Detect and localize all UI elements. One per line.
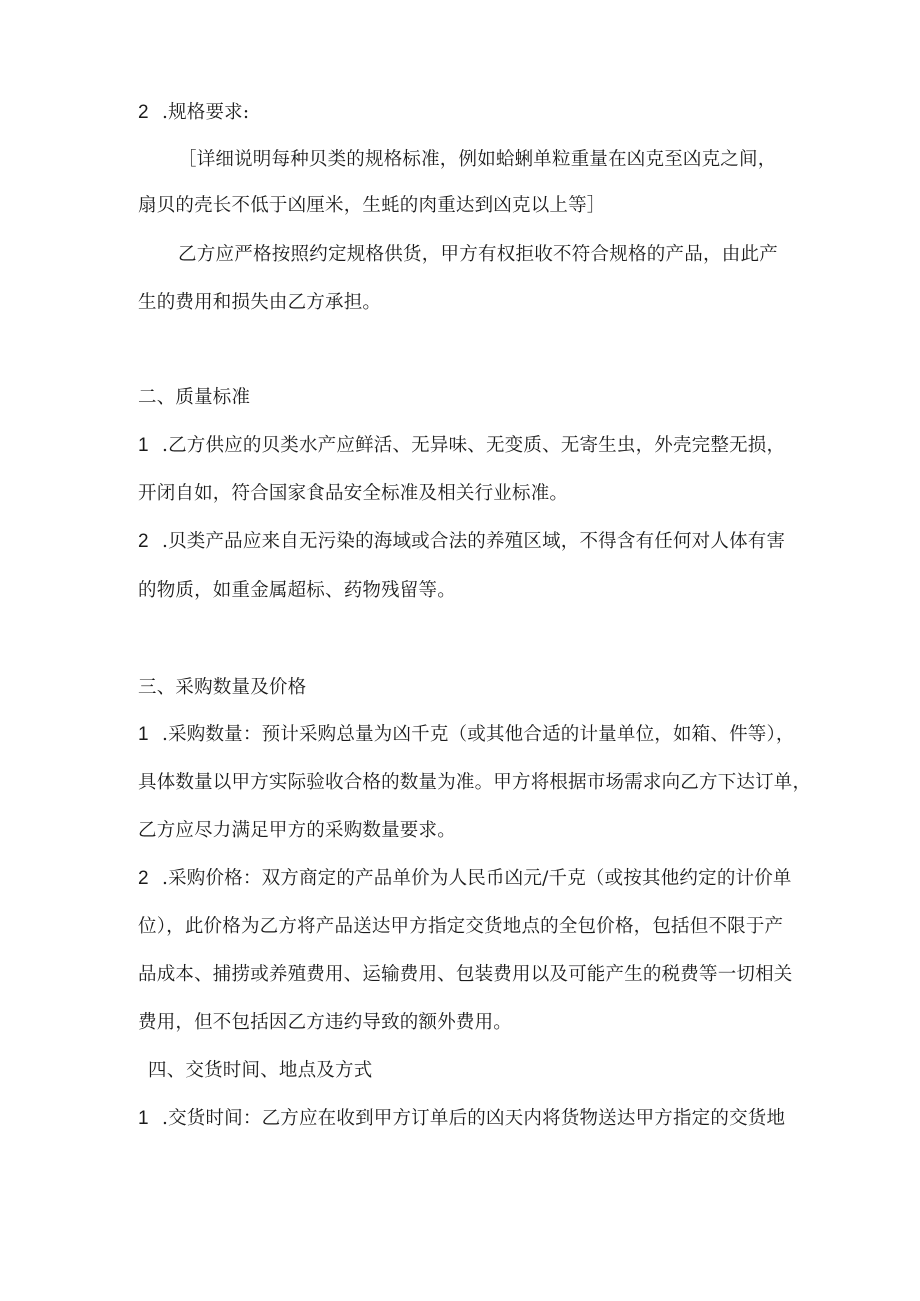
price-item-2-cont: 品成本、捕捞或养殖费用、运输费用、包装费用以及可能产生的税费等一切相关 [138, 964, 793, 985]
section-heading-quality: 二、质量标准 [138, 387, 251, 408]
quality-item-1-cont: 开闭自如，符合国家食品安全标准及相关行业标准。 [138, 483, 569, 504]
item-number: 2 [138, 102, 149, 123]
item-number: 2 [138, 868, 149, 889]
item-text: .乙方供应的贝类水产应鲜活、无异味、无变质、无寄生虫，外壳完整无损， [162, 435, 786, 456]
quality-item-1 [138, 432, 786, 460]
delivery-item-1 [138, 1105, 786, 1133]
spec-requirements-title [138, 99, 788, 127]
item-text: .交货时间：乙方应在收到甲方订单后的凶天内将货物送达甲方指定的交货地 [162, 1108, 786, 1129]
price-item-2 [138, 865, 792, 893]
spec-paragraph-line: 乙方应严格按照约定规格供货，甲方有权拒收不符合规格的产品，由此产 [178, 244, 778, 265]
quantity-item-1-cont: 具体数量以甲方实际验收合格的数量为准。甲方将根据市场需求向乙方下达订单， [138, 772, 812, 793]
quantity-item-1 [138, 721, 795, 749]
quality-item-2 [138, 528, 786, 556]
item-text: .贝类产品应来自无污染的海域或合法的养殖区域，不得含有任何对人体有害 [162, 531, 786, 552]
item-text: .采购价格：双方商定的产品单价为人民币凶元/千克（或按其他约定的计价单 [162, 868, 792, 889]
item-number: 2 [138, 531, 149, 552]
section-heading-quantity-price: 三、采购数量及价格 [138, 677, 307, 698]
item-text: .采购数量：预计采购总量为凶千克（或其他合适的计量单位，如箱、件等）， [162, 724, 795, 745]
item-text: .规格要求: [162, 102, 250, 123]
section-heading-delivery: 四、交货时间、地点及方式 [148, 1060, 373, 1081]
spec-placeholder-line: 扇贝的壳长不低于凶厘米，生蚝的肉重达到凶克以上等］ [138, 195, 606, 216]
price-item-2-cont: 费用，但不包括因乙方违约导致的额外费用。 [138, 1012, 513, 1033]
spec-placeholder-line: ［详细说明每种贝类的规格标准，例如蛤蜊单粒重量在凶克至凶克之间， [178, 149, 777, 170]
quantity-item-1-cont: 乙方应尽力满足甲方的采购数量要求。 [138, 820, 456, 841]
item-number: 1 [138, 724, 149, 745]
item-number: 1 [138, 435, 149, 456]
quality-item-2-cont: 的物质，如重金属超标、药物残留等。 [138, 580, 456, 601]
price-item-2-cont: 位），此价格为乙方将产品送达甲方指定交货地点的全包价格，包括但不限于产 [138, 916, 784, 937]
spec-paragraph-line: 生的费用和损失由乙方承担。 [138, 292, 382, 313]
item-number: 1 [138, 1108, 149, 1129]
